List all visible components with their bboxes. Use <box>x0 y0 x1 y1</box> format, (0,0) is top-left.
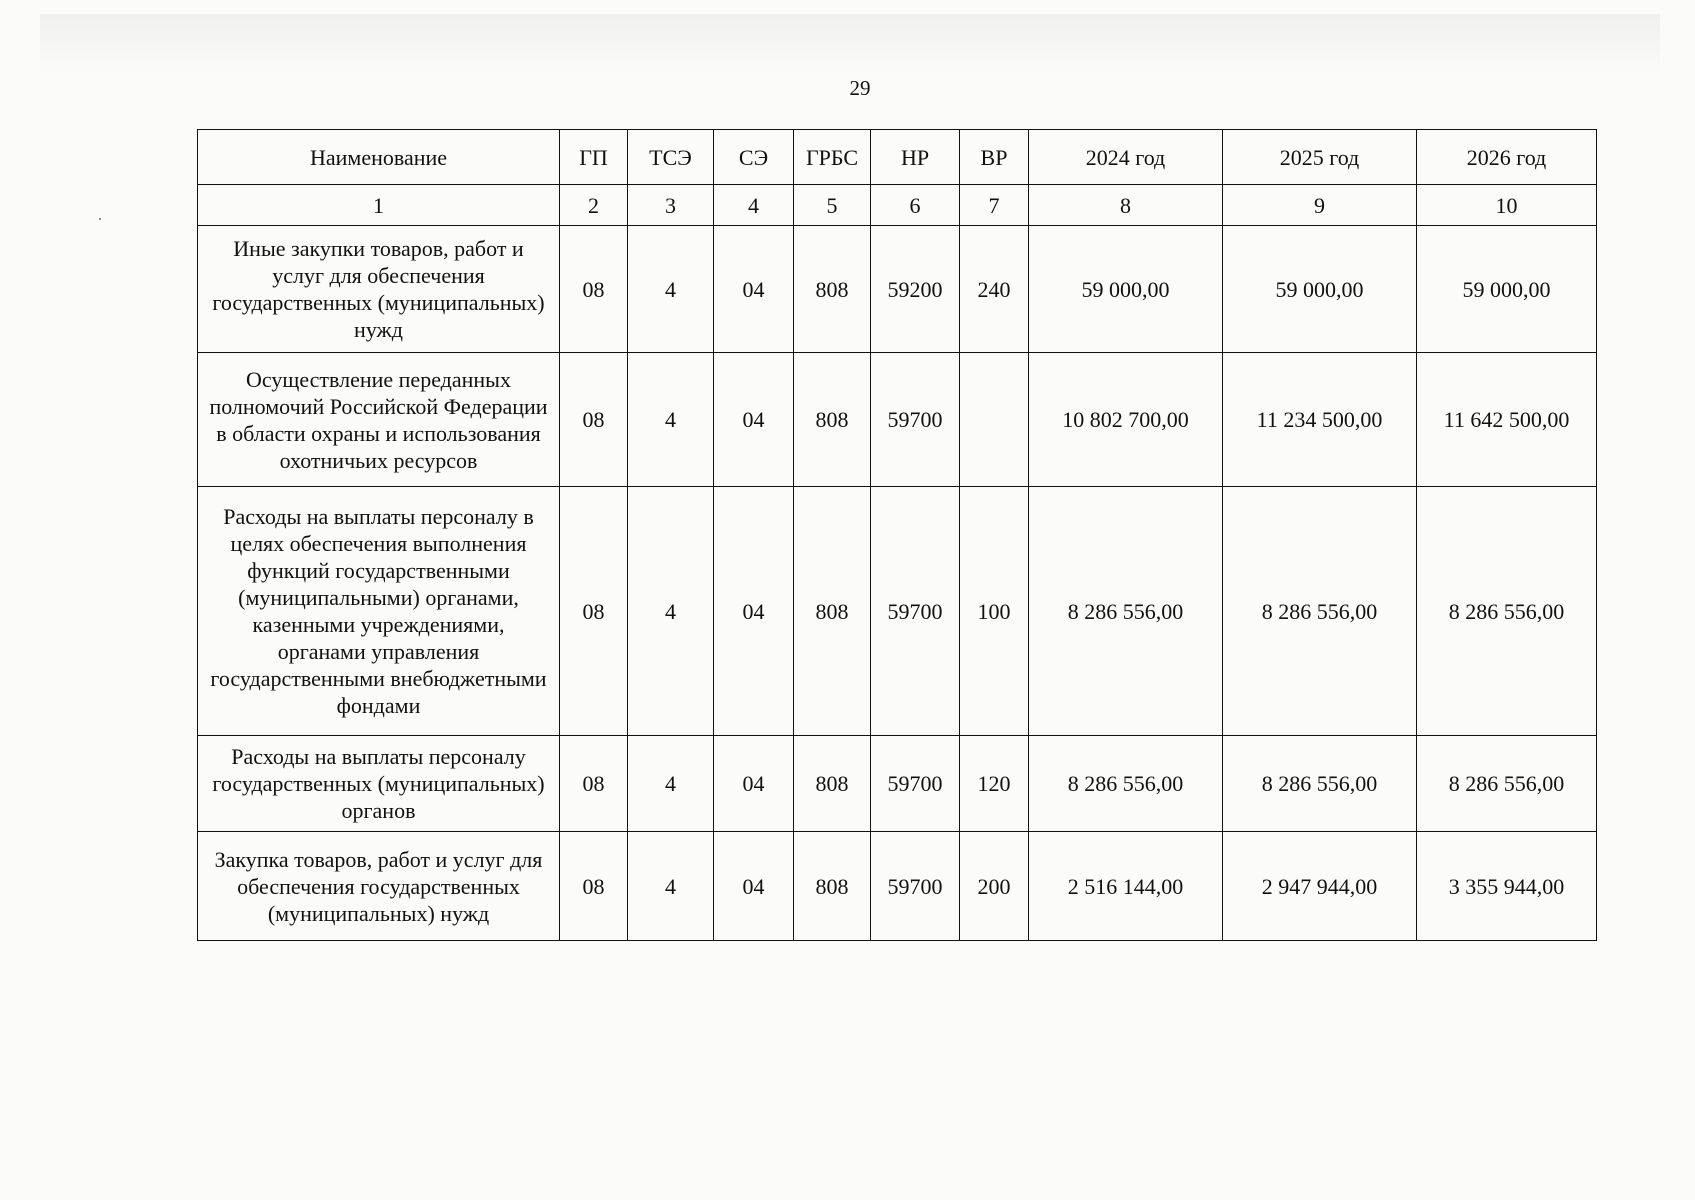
amount-2025-cell: 2 947 944,00 <box>1223 832 1417 941</box>
tse-cell: 4 <box>628 736 714 832</box>
nr-cell: 59700 <box>871 736 960 832</box>
se-cell: 04 <box>714 832 794 941</box>
se-cell: 04 <box>714 487 794 736</box>
column-number-cell: 2 <box>560 185 628 226</box>
amount-2026-cell: 59 000,00 <box>1417 226 1597 353</box>
table-row <box>198 736 1597 832</box>
table-header-row <box>198 130 1597 185</box>
amount-2024-cell: 8 286 556,00 <box>1029 487 1223 736</box>
amount-2026-cell: 8 286 556,00 <box>1417 736 1597 832</box>
se-cell: 04 <box>714 226 794 353</box>
scan-speck <box>99 218 101 220</box>
column-number-cell: 10 <box>1417 185 1597 226</box>
amount-2025-cell: 8 286 556,00 <box>1223 736 1417 832</box>
vr-cell: 120 <box>960 736 1029 832</box>
row-name-cell: Осуществление переданных полномочий Российской Федерации в области охраны и использования охотничьих ресурсов <box>198 353 560 487</box>
amount-2026-cell: 3 355 944,00 <box>1417 832 1597 941</box>
header-cell: ГРБС <box>794 130 871 185</box>
gp-cell: 08 <box>560 487 628 736</box>
nr-cell: 59700 <box>871 353 960 487</box>
column-number-cell: 7 <box>960 185 1029 226</box>
tse-cell: 4 <box>628 353 714 487</box>
amount-2025-cell: 8 286 556,00 <box>1223 487 1417 736</box>
gp-cell: 08 <box>560 353 628 487</box>
grbs-cell: 808 <box>794 487 871 736</box>
vr-cell: 240 <box>960 226 1029 353</box>
header-cell: ТСЭ <box>628 130 714 185</box>
column-number-cell: 5 <box>794 185 871 226</box>
nr-cell: 59700 <box>871 487 960 736</box>
gp-cell: 08 <box>560 736 628 832</box>
amount-2025-cell: 59 000,00 <box>1223 226 1417 353</box>
nr-cell: 59200 <box>871 226 960 353</box>
header-cell: НР <box>871 130 960 185</box>
column-number-cell: 4 <box>714 185 794 226</box>
budget-table <box>197 129 1597 941</box>
row-name-cell: Закупка товаров, работ и услуг для обеспечения государственных (муниципальных) нужд <box>198 832 560 941</box>
grbs-cell: 808 <box>794 832 871 941</box>
column-number-cell: 6 <box>871 185 960 226</box>
amount-2024-cell: 10 802 700,00 <box>1029 353 1223 487</box>
amount-2024-cell: 8 286 556,00 <box>1029 736 1223 832</box>
column-number-cell: 1 <box>198 185 560 226</box>
header-cell: СЭ <box>714 130 794 185</box>
table-row <box>198 487 1597 736</box>
row-name-cell: Расходы на выплаты персоналу в целях обеспечения выполнения функций государственными (муниципальными) органами, казенными учреждениями, органами управления государственными внебюджетными фондами <box>198 487 560 736</box>
amount-2026-cell: 11 642 500,00 <box>1417 353 1597 487</box>
header-cell: 2026 год <box>1417 130 1597 185</box>
header-cell: ВР <box>960 130 1029 185</box>
header-cell: ГП <box>560 130 628 185</box>
grbs-cell: 808 <box>794 353 871 487</box>
column-number-cell: 3 <box>628 185 714 226</box>
header-cell: Наименование <box>198 130 560 185</box>
vr-cell: 200 <box>960 832 1029 941</box>
header-cell: 2025 год <box>1223 130 1417 185</box>
row-name-cell: Расходы на выплаты персоналу государственных (муниципальных) органов <box>198 736 560 832</box>
column-number-cell: 8 <box>1029 185 1223 226</box>
table-row <box>198 353 1597 487</box>
page-number: 29 <box>849 76 871 100</box>
nr-cell: 59700 <box>871 832 960 941</box>
scan-shadow <box>40 14 1660 74</box>
table-row <box>198 832 1597 941</box>
tse-cell: 4 <box>628 487 714 736</box>
gp-cell: 08 <box>560 832 628 941</box>
column-number-cell: 9 <box>1223 185 1417 226</box>
amount-2024-cell: 2 516 144,00 <box>1029 832 1223 941</box>
se-cell: 04 <box>714 736 794 832</box>
tse-cell: 4 <box>628 832 714 941</box>
amount-2026-cell: 8 286 556,00 <box>1417 487 1597 736</box>
gp-cell: 08 <box>560 226 628 353</box>
vr-cell <box>960 353 1029 487</box>
amount-2024-cell: 59 000,00 <box>1029 226 1223 353</box>
se-cell: 04 <box>714 353 794 487</box>
table-row <box>198 226 1597 353</box>
amount-2025-cell: 11 234 500,00 <box>1223 353 1417 487</box>
grbs-cell: 808 <box>794 226 871 353</box>
header-cell: 2024 год <box>1029 130 1223 185</box>
grbs-cell: 808 <box>794 736 871 832</box>
tse-cell: 4 <box>628 226 714 353</box>
column-number-row <box>198 185 1597 226</box>
vr-cell: 100 <box>960 487 1029 736</box>
row-name-cell: Иные закупки товаров, работ и услуг для обеспечения государственных (муниципальных) нужд <box>198 226 560 353</box>
